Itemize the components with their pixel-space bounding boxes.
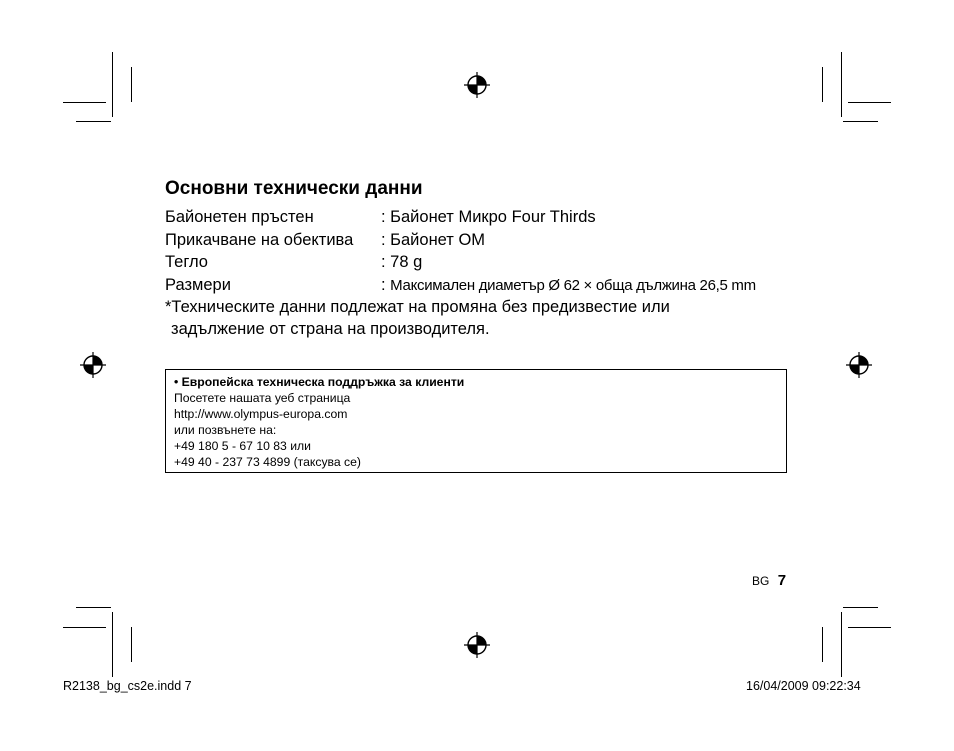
- crop-mark: [63, 102, 106, 103]
- crop-mark: [76, 121, 111, 122]
- page-title: Основни технически данни: [165, 178, 423, 199]
- crop-mark: [841, 52, 842, 117]
- spec-label: Прикачване на обектива: [165, 231, 354, 249]
- spec-value: : Байонет OM: [381, 231, 486, 249]
- spec-label: Тегло: [165, 253, 208, 271]
- spec-disclaimer: задължение от страна на производителя.: [171, 320, 490, 338]
- spec-value-prefix: :: [381, 276, 391, 294]
- registration-mark-icon: [80, 352, 106, 378]
- spec-value-detail: Максимален диаметър Ø 62 × обща дължина 26,5 mm: [390, 277, 756, 294]
- crop-mark: [76, 607, 111, 608]
- crop-mark: [63, 627, 106, 628]
- support-heading: • Европейска техническа поддръжка за клиенти: [174, 375, 465, 389]
- page-number-value: 7: [777, 572, 787, 589]
- spec-disclaimer: *Техническите данни подлежат на промяна без предизвестие или: [165, 298, 670, 316]
- page-number: [752, 572, 786, 590]
- spec-value: [381, 276, 756, 295]
- crop-mark: [822, 627, 823, 662]
- spec-label: Размери: [165, 276, 231, 294]
- registration-mark-icon: [464, 632, 490, 658]
- support-line: или позвънете на:: [174, 423, 277, 437]
- support-phone: +49 180 5 - 67 10 83 или: [174, 439, 311, 453]
- support-url: http://www.olympus-europa.com: [174, 407, 348, 421]
- crop-mark: [131, 627, 132, 662]
- spec-value: : 78 g: [381, 253, 423, 271]
- crop-mark: [843, 607, 878, 608]
- crop-mark: [848, 102, 891, 103]
- support-box: [165, 369, 787, 473]
- spec-label: Байонетен пръстен: [165, 208, 314, 226]
- crop-mark: [112, 52, 113, 117]
- crop-mark: [112, 612, 113, 677]
- support-line: Посетете нашата уеб страница: [174, 391, 351, 405]
- page-lang: BG: [752, 574, 770, 588]
- registration-mark-icon: [464, 72, 490, 98]
- crop-mark: [822, 67, 823, 102]
- support-phone: +49 40 - 237 73 4899 (таксува се): [174, 455, 361, 469]
- registration-mark-icon: [846, 352, 872, 378]
- footer-timestamp: 16/04/2009 09:22:34: [746, 679, 861, 693]
- footer-filename: R2138_bg_cs2e.indd 7: [63, 679, 192, 693]
- crop-mark: [848, 627, 891, 628]
- crop-mark: [841, 612, 842, 677]
- crop-mark: [131, 67, 132, 102]
- spec-value: : Байонет Микро Four Thirds: [381, 208, 596, 226]
- crop-mark: [843, 121, 878, 122]
